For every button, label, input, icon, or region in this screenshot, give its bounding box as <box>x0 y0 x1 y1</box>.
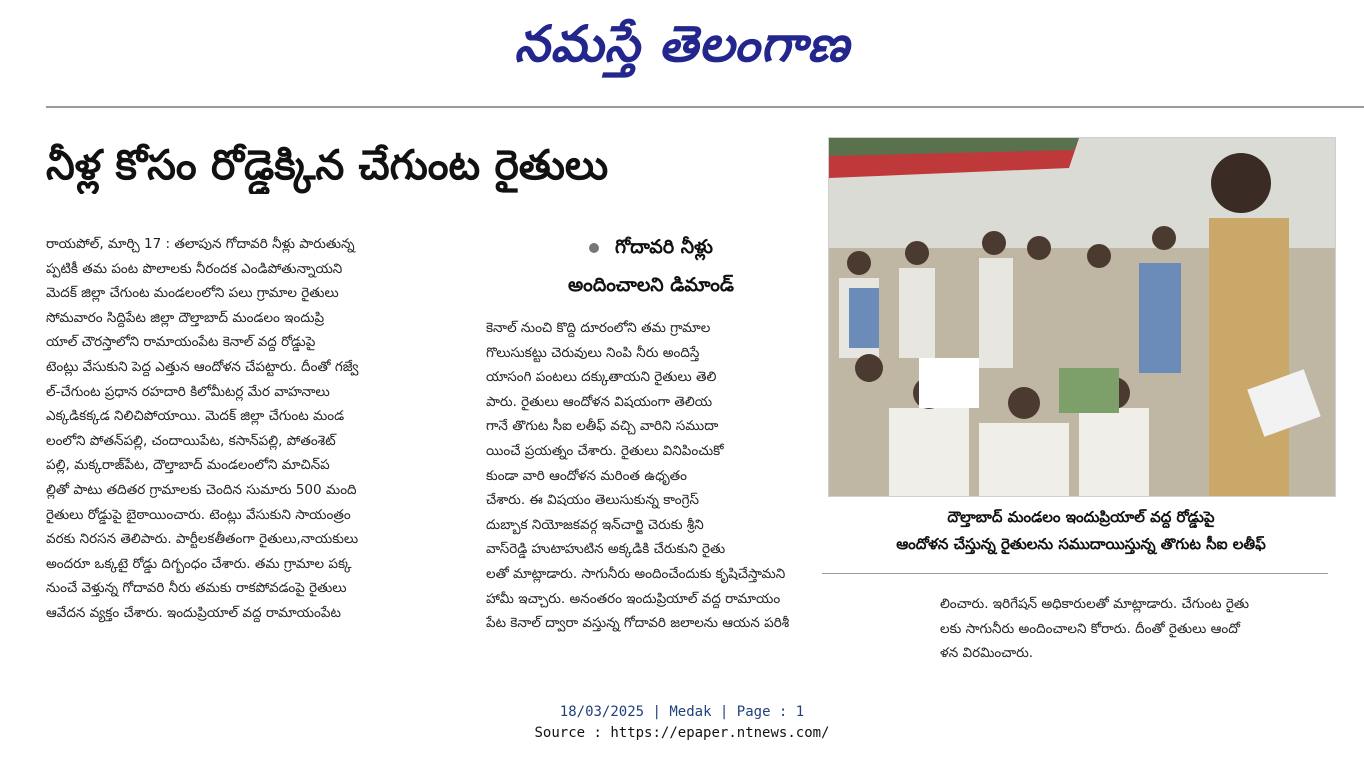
masthead <box>0 4 1364 84</box>
news-photo <box>828 137 1336 497</box>
article-text-line: హామీ ఇచ్చారు. అనంతరం ఇందుప్రియాల్ వద్ద రామాయం <box>486 590 781 607</box>
article-text-line: యాసంగి పంటలు దక్కుతాయని రైతులు తెలి <box>486 369 717 386</box>
article-text-line: వాస్‌రెడ్డి హుటాహుటిన అక్కడికి చేరుకుని రైతు <box>486 541 726 558</box>
article-text-line: చేశారు. ఈ విషయం తెలుసుకున్న కాంగ్రెస్ <box>486 492 699 509</box>
photo-caption <box>828 504 1334 558</box>
article-text-line: రాయపోల్, మార్చి 17 : తలాపున గోదావరి నీళ్లు పారుతున్న <box>46 236 355 252</box>
article-text-line: ల్-చేగుంట ప్రధాన రహదారి కిలోమీటర్ల మేర వాహనాలు <box>46 383 330 400</box>
article-text-line: ప్పటికీ తమ పంట పొలాలకు నీరందక ఎండిపోతున్నాయని <box>46 260 343 277</box>
article-column-3 <box>940 592 1334 666</box>
article-text-line: లకు సాగునీరు అందించాలని కోరారు. దీంతో రైతులు ఆందో <box>940 620 1240 637</box>
article-text-line: ఎక్కడికక్కడ నిలిచిపోయాయి. మెదక్ జిల్లా చేగుంట మండ <box>46 408 345 425</box>
article-text-line: ల్లితో పాటు తదితర గ్రామాలకు చెందిన సుమారు 500 మంది <box>46 481 357 498</box>
article-text-line: గానే తొగుట సీఐ లతీఫ్ వచ్చి వారిని సముదా <box>486 418 719 435</box>
article-text-line: నుంచే వెళ్తున్న గోదావరి నీరు తమకు రాకపోవడంపై రైతులు <box>46 580 347 597</box>
article-text-line: పల్లి, మక్కరాజ్‌పేట, దౌల్తాబాద్ మండలంలోని మాచిన్‌ప <box>46 457 330 474</box>
caption-line: దౌల్తాబాద్ మండలం ఇందుప్రియాల్ వద్ద రోడ్డుపై <box>947 508 1215 526</box>
article-text-line: లతో మాట్లాడారు. సాగునీరు అందించేందుకు కృషిచేస్తామని <box>486 565 786 582</box>
subhead-line-2: అందించాలని డిమాండ్ <box>567 274 734 296</box>
article-text-line: ఆవేదన వ్యక్తం చేశారు. ఇందుప్రియాల్ వద్ద రామాయంపేట <box>46 604 341 621</box>
article-text-line: టెంట్లు వేసుకుని పెద్ద ఎత్తున ఆందోళన చేపట్టారు. దీంతో గజ్వే <box>46 358 359 375</box>
article-text-line: అందరూ ఒక్కటై రోడ్డు దిగ్బంధం చేశారు. తమ గ్రామాల పక్క <box>46 555 352 572</box>
article-subhead <box>486 228 816 304</box>
edition-info: 18/03/2025 | Medak | Page : 1 <box>559 704 805 720</box>
masthead-divider <box>46 106 1364 108</box>
article-text-line: రైతులు రోడ్డుపై బైఠాయించారు. టెంట్లు వేసుకుని సాయంత్రం <box>46 506 351 523</box>
article-text-line: గొలుసుకట్టు చెరువులు నింపి నీరు అందిస్తే <box>486 344 700 361</box>
article-text-line: యించే ప్రయత్నం చేశారు. రైతులు వినిపించుకో <box>486 442 724 459</box>
newspaper-logo: నమస్తే తెలంగాణ <box>514 15 850 73</box>
article-text-line: కెనాల్ నుంచి కొద్ది దూరంలోని తమ గ్రామాల <box>486 320 711 336</box>
article-text-line: కుండా వారి ఆందోళన మరింత ఉధృతం <box>486 467 688 484</box>
article-column-1 <box>46 232 464 626</box>
article-text-line: పేట కెనాల్ ద్వారా వస్తున్న గోదావరి జలాలను ఆయన పరిశీ <box>486 615 790 632</box>
subhead-line-1: గోదావరి నీళ్లు <box>615 236 713 258</box>
caption-divider <box>822 573 1328 574</box>
source-link[interactable]: Source : https://epaper.ntnews.com/ <box>534 725 830 741</box>
article-text-line: పారు. రైతులు ఆందోళన విషయంగా తెలియ <box>486 393 713 410</box>
article-text-line: మెదక్ జిల్లా చేగుంట మండలంలోని పలు గ్రామాల రైతులు <box>46 285 339 302</box>
article-text-line: ళన విరమించారు. <box>940 645 1034 662</box>
article-text-line: లించారు. ఇరిగేషన్ అధికారులతో మాట్లాడారు. చేగుంట రైతు <box>940 596 1250 612</box>
caption-line: ఆందోళన చేస్తున్న రైతులను సముదాయిస్తున్న తొగుట సీఐ లతీఫ్ <box>896 535 1266 553</box>
bullet-icon <box>589 243 599 253</box>
article-text-line: సోమవారం సిద్దిపేట జిల్లా దౌల్తాబాద్ మండలం ఇందుప్రి <box>46 309 325 326</box>
article-headline: నీళ్ల కోసం రోడ్డెక్కిన చేగుంట రైతులు <box>46 141 609 189</box>
article-text-line: దుబ్బాక నియోజకవర్గ ఇన్‌చార్జి చెరుకు శ్రీని <box>486 516 704 533</box>
article-text-line: యాల్ చౌరస్తాలోని రామాయంపేట కెనాల్ వద్ద రోడ్డుపై <box>46 334 316 351</box>
page-footer <box>0 702 1364 744</box>
article-text-line: లంలోని పోతన్‌పల్లి, చందాయిపేట, కసాన్‌పల్లి, పోతంశెట్ <box>46 432 336 449</box>
article-text-line: వరకు నిరసన తెలిపారు. పార్టీలకతీతంగా రైతులు,నాయకులు <box>46 531 359 548</box>
